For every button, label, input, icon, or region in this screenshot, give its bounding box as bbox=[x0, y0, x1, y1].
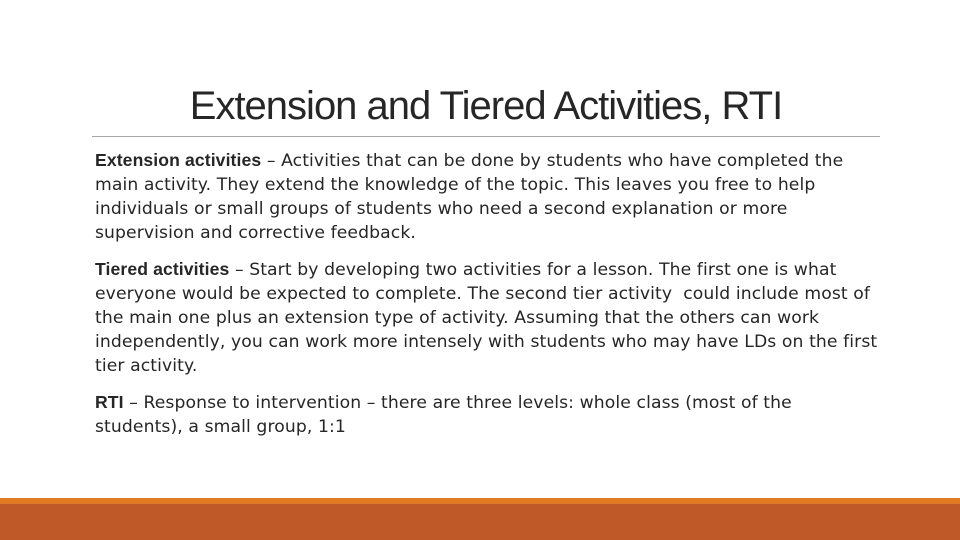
slide-body bbox=[95, 148, 885, 451]
footer-accent-bar bbox=[0, 504, 960, 540]
paragraph-tiered-activities bbox=[95, 257, 885, 378]
slide-title: Extension and Tiered Activities, RTI bbox=[189, 84, 783, 128]
definition-rti: – Response to intervention – there are three levels: whole class (most of the students), a small group, 1:1 bbox=[95, 393, 792, 437]
paragraph-extension-activities bbox=[95, 148, 885, 245]
title-divider bbox=[92, 136, 880, 137]
definition-extension-activities: – Activities that can be done by students who have completed the main activity. They extend the knowledge of the topic. This leaves you free to help individuals or small groups of students who need a second explanation or more supervision and corrective feedback. bbox=[95, 151, 844, 243]
term-extension-activities: Extension activities bbox=[95, 150, 262, 170]
paragraph-rti bbox=[95, 390, 885, 439]
term-tiered-activities: Tiered activities bbox=[95, 259, 230, 279]
definition-tiered-activities: – Start by developing two activities for a lesson. The first one is what everyone would be expected to complete. The second tier activity could include most of the main one plus an extension type of activity. Assuming that the others can work independently, you can work more intensely with students who may have LDs on the first tier activity. bbox=[95, 260, 883, 376]
term-rti: RTI bbox=[95, 392, 124, 412]
